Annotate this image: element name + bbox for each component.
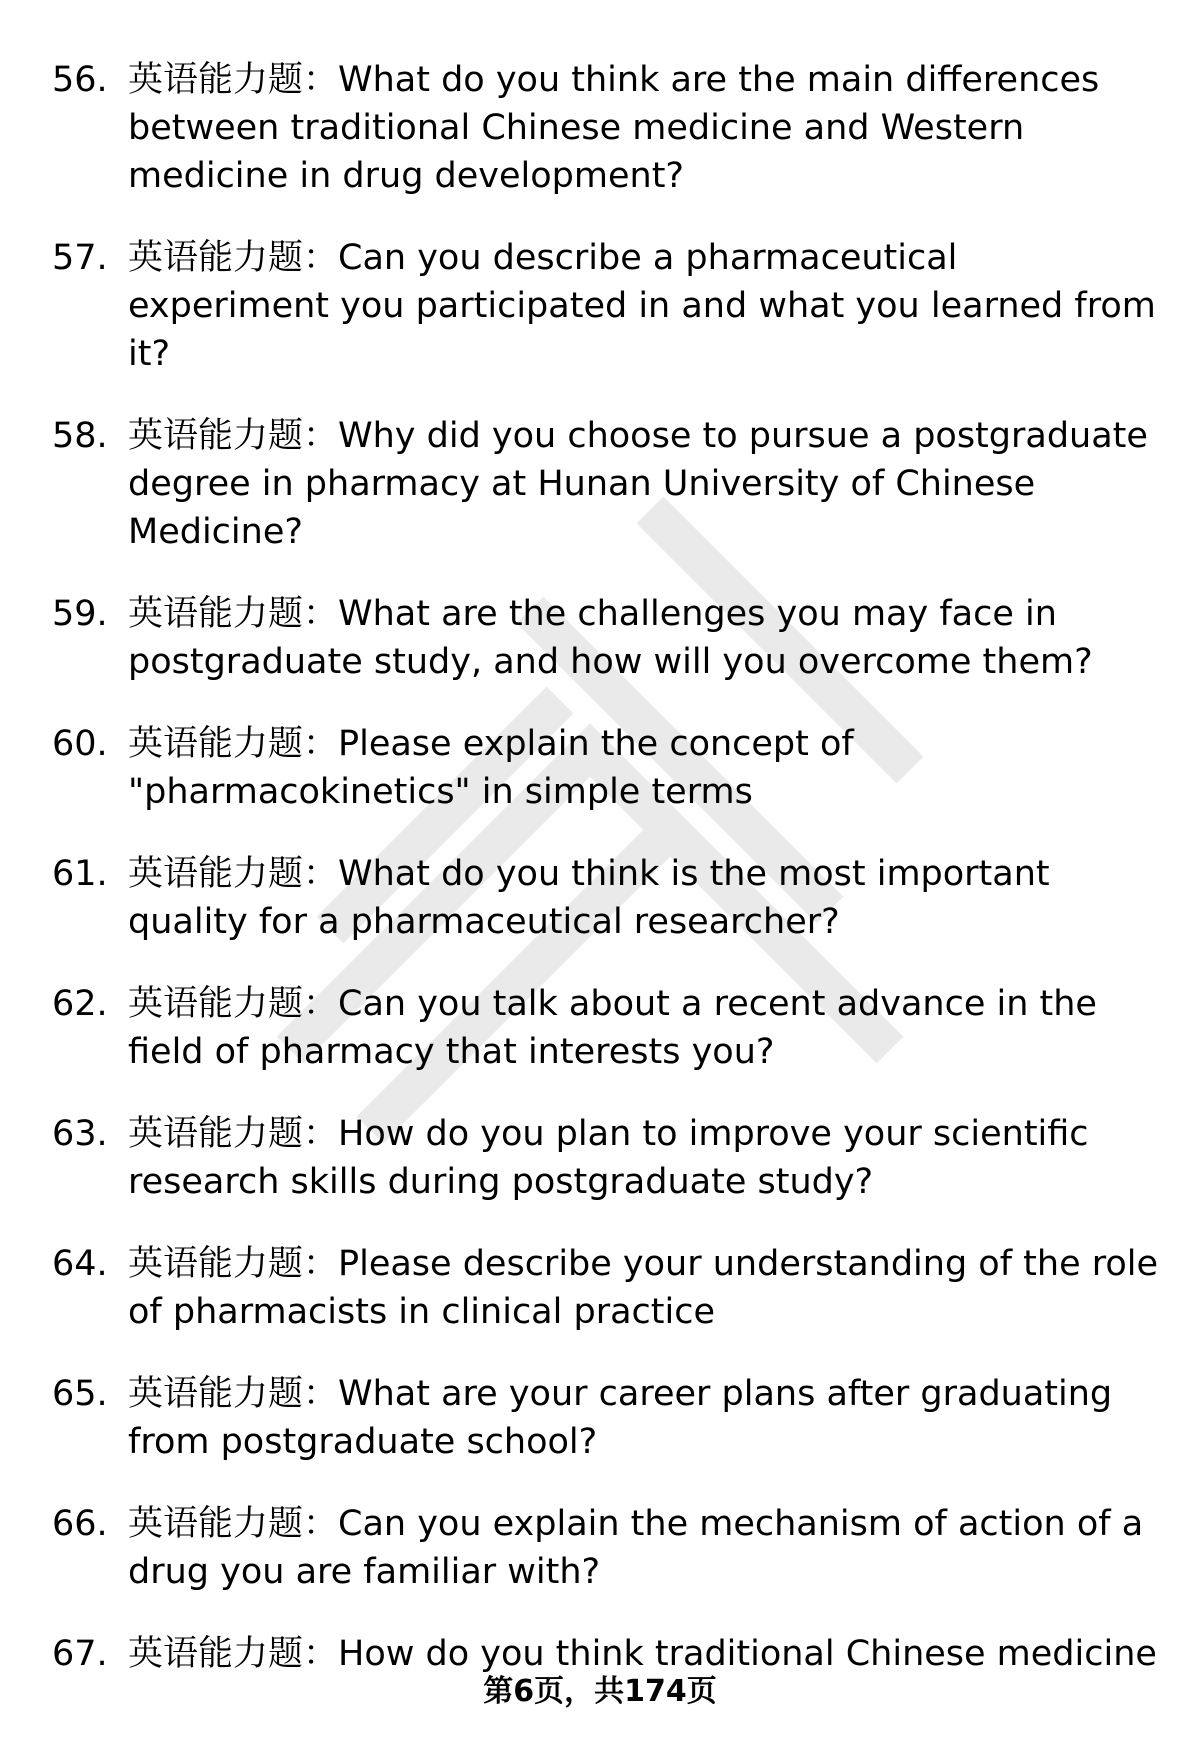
question-text: 英语能力题：Can you describe a pharmaceutical experiment you participated in and what you learned from it?: [128, 238, 1156, 374]
question-number: 59.: [52, 594, 108, 634]
question-number: 64.: [52, 1244, 108, 1284]
question-text: 英语能力题：Why did you choose to pursue a postgraduate degree in pharmacy at Hunan University of Chinese Medicine?: [128, 416, 1148, 552]
question-item: [0, 1370, 1200, 1466]
question-number: 61.: [52, 854, 108, 894]
page-number-footer: 第6页，共174页: [483, 1674, 717, 1709]
question-text: 英语能力题：What are the challenges you may face in postgraduate study, and how will you overcome them?: [128, 594, 1093, 682]
question-item: [0, 980, 1200, 1076]
question-number: 56.: [52, 60, 108, 100]
question-item: [0, 1500, 1200, 1596]
question-text: 英语能力题：Can you talk about a recent advance in the field of pharmacy that interests you?: [128, 984, 1097, 1072]
question-number: 63.: [52, 1114, 108, 1154]
question-number: 57.: [52, 238, 108, 278]
question-number: 62.: [52, 984, 108, 1024]
question-text: 英语能力题：How do you think traditional Chinese medicine: [128, 1634, 1157, 1674]
question-text: 英语能力题：What do you think is the most important quality for a pharmaceutical researcher?: [128, 854, 1050, 942]
question-number: 58.: [52, 416, 108, 456]
question-text: 英语能力题：What do you think are the main differences between traditional Chinese medicine and Western medicine in drug development?: [128, 60, 1100, 196]
question-text: 英语能力题：What are your career plans after graduating from postgraduate school?: [128, 1374, 1113, 1462]
question-text: 英语能力题：Can you explain the mechanism of action of a drug you are familiar with?: [128, 1504, 1144, 1592]
question-item: [0, 850, 1200, 946]
question-text: 英语能力题：Please describe your understanding of the role of pharmacists in clinical practice: [128, 1244, 1159, 1332]
question-text: 英语能力题：Please explain the concept of "pharmacokinetics" in simple terms: [128, 724, 854, 812]
question-item: [0, 56, 1200, 200]
question-number: 66.: [52, 1504, 108, 1544]
question-number: 67.: [52, 1634, 108, 1674]
question-item: [0, 590, 1200, 686]
question-item: [0, 1240, 1200, 1336]
question-item: [0, 234, 1200, 378]
question-item: [0, 720, 1200, 816]
question-item: [0, 1110, 1200, 1206]
question-list: [0, 56, 1200, 1712]
question-number: 60.: [52, 724, 108, 764]
question-text: 英语能力题：How do you plan to improve your scientific research skills during postgraduate study?: [128, 1114, 1089, 1202]
question-number: 65.: [52, 1374, 108, 1414]
question-item: [0, 1630, 1200, 1678]
question-item: [0, 412, 1200, 556]
